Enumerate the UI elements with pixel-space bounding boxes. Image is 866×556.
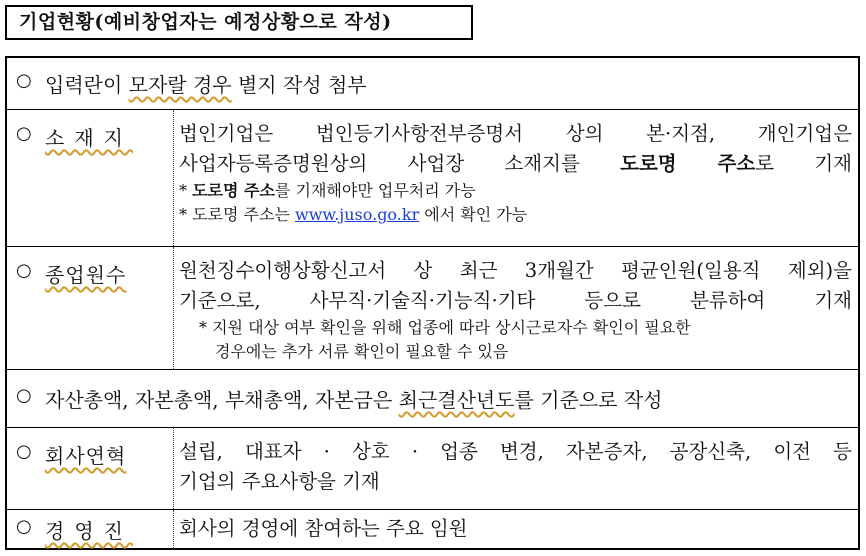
section-title: 기업현황(예비창업자는 예정상황으로 작성) xyxy=(5,5,473,40)
financials-note: 자산총액, 자본총액, 부채총액, 자본금은 최근결산년도를 기준으로 작성 xyxy=(45,388,663,412)
employees-line-2: 기준으로, 사무직·기술직·기능직·기타 등으로 분류하여 기재 xyxy=(179,289,852,312)
column-divider xyxy=(173,110,174,246)
employees-line-1: 원천징수이행상황신고서 상 최근 3개월간 평균인원(일용직 제외)을 xyxy=(179,259,852,282)
bullet-icon: ○ xyxy=(16,123,32,144)
row-label-history: 회사연혁 xyxy=(45,444,127,468)
attachment-note: 입력란이 모자랄 경우 별지 작성 첨부 xyxy=(45,73,367,97)
bullet-icon: ○ xyxy=(16,441,32,462)
column-divider xyxy=(173,510,174,548)
location-line-1: 법인기업은 법인등기사항전부증명서 상의 본·지점, 개인기업은 xyxy=(179,122,852,145)
column-divider xyxy=(173,247,174,369)
column-divider xyxy=(173,428,174,509)
location-note-1: * 도로명 주소를 기재해야만 업무처리 가능 xyxy=(179,181,476,200)
history-line-2: 기업의 주요사항을 기재 xyxy=(179,470,380,493)
bullet-icon: ○ xyxy=(16,70,32,91)
table-row-location xyxy=(7,110,858,247)
bullet-icon: ○ xyxy=(16,385,32,406)
bullet-icon: ○ xyxy=(16,260,32,281)
bullet-icon: ○ xyxy=(16,516,32,537)
employees-note-2: 경우에는 추가 서류 확인이 필요할 수 있음 xyxy=(215,342,509,361)
juso-link[interactable]: www.juso.go.kr xyxy=(295,205,420,224)
history-description xyxy=(179,437,852,497)
row-label-location: 소재지 xyxy=(45,126,133,150)
table-row-financials xyxy=(7,370,858,428)
table-row-history xyxy=(7,428,858,510)
location-description xyxy=(179,119,852,227)
guidelines-table xyxy=(5,56,860,550)
table-row-employees xyxy=(7,247,858,370)
table-row-attachment xyxy=(7,58,858,110)
employees-description xyxy=(179,256,852,364)
employees-note-1: * 지원 대상 여부 확인을 위해 업종에 따라 상시근로자수 확인이 필요한 xyxy=(199,318,691,337)
management-description xyxy=(179,514,852,544)
row-label-employees: 종업원수 xyxy=(45,263,127,287)
history-line-1: 설립, 대표자 · 상호 · 업종 변경, 자본증자, 공장신축, 이전 등 xyxy=(179,440,852,463)
row-label-management: 경영진 xyxy=(45,519,133,543)
table-row-management xyxy=(7,510,858,548)
management-line-1: 회사의 경영에 참여하는 주요 임원 xyxy=(179,517,468,540)
location-line-2: 사업자등록증명원상의 사업장 소재지를 도로명 주소로 기재 xyxy=(179,152,852,175)
location-note-2: * 도로명 주소는 www.juso.go.kr 에서 확인 가능 xyxy=(179,205,528,224)
